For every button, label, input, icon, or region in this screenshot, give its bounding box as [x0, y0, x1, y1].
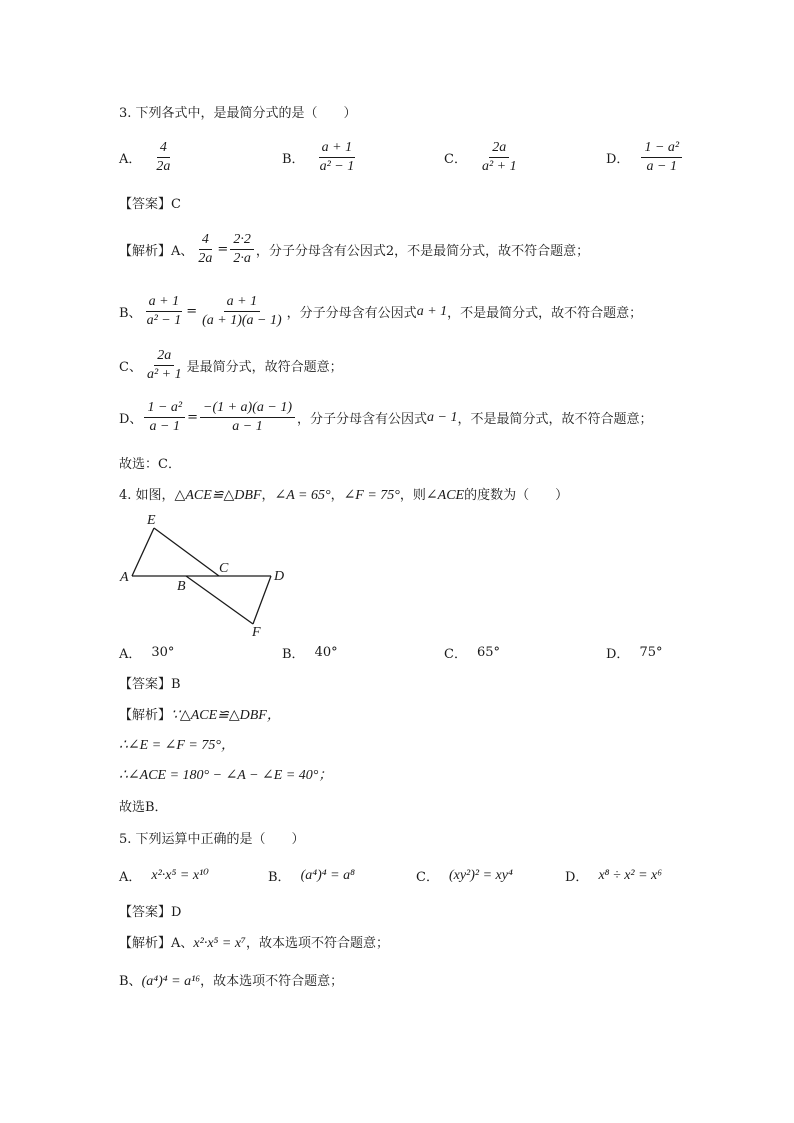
- fraction: $\frac{2a}{\text{a² + 1}}$: [481, 140, 517, 174]
- q5-option-a: A． x²·x⁵ = x¹⁰: [119, 868, 209, 885]
- triangle-figure: [115, 508, 305, 643]
- q4-option-a: A． 30°: [119, 645, 175, 662]
- q5-option-c: C． (xy²)² = xy⁴: [416, 867, 513, 885]
- fraction: $\frac{2\cdot 2}{2\cdot a}$: [230, 232, 254, 267]
- q4-conclusion: 故选B．: [119, 800, 168, 815]
- q4-analysis-2: ∴∠E = ∠F = 75°，: [119, 738, 235, 753]
- q4-option-d: D． 75°: [606, 645, 663, 662]
- q5-stem: 5. 下列运算中正确的是（ ）: [119, 832, 305, 847]
- q3-answer: 【答案】C: [119, 197, 181, 212]
- q3-option-b: B． $\frac{a + 1}{\text{a² − 1}}$: [282, 140, 359, 175]
- q4-answer: 【答案】B: [119, 677, 181, 692]
- fraction: $\frac{-(1 + a)(a - 1)}{a - 1}$: [200, 400, 295, 435]
- fraction: $\frac{a + 1}{\text{a² − 1}}$: [146, 294, 182, 328]
- fraction: $\frac{\text{1 − a²}}{a - 1}$: [641, 140, 682, 175]
- segment-ae: [132, 528, 154, 576]
- label-f: F: [252, 625, 261, 640]
- fraction: $\frac{4}{2a}$: [156, 140, 171, 174]
- q5-answer: 【答案】D: [119, 905, 182, 920]
- q3-analysis-b: B、 $\frac{a + 1}{\text{a² − 1}}$ = $\frac{a + 1}{(a + 1)(a - 1)}$ ，分子分母含有公因式 a + 1 ，不是最简分式，故不符合题意；: [119, 294, 643, 328]
- q3-analysis-d: D、 $\frac{\text{1 − a²}}{a - 1}$ = $\frac{-(1 + a)(a - 1)}{a - 1}$ ，分子分母含有公因式 a − 1 ，不是最简分式，故不符合题意；: [119, 400, 653, 434]
- q5-option-b: B． (a⁴)⁴ = a⁸: [268, 867, 355, 885]
- fraction: $\frac{2a}{\text{a² + 1}}$: [146, 348, 182, 382]
- q4-option-c: C． 65°: [444, 645, 500, 662]
- label-e: E: [147, 513, 156, 528]
- fraction: $\frac{a + 1}{(a + 1)(a - 1)}$: [202, 294, 282, 328]
- q3-option-c: C． $\frac{2a}{\text{a² + 1}}$: [444, 140, 522, 175]
- q3-analysis-c: C、 $\frac{2a}{\text{a² + 1}}$ 是最简分式，故符合题意；: [119, 348, 343, 382]
- label-c: C: [219, 561, 229, 576]
- q4-stem: 4. 如图，△ACE≌△DBF，∠A = 65°，∠F = 75°，则∠ACE的度数为（ ）: [119, 488, 569, 503]
- q5-analysis-b: B、(a⁴)⁴ = a¹⁶，故本选项不符合题意；: [119, 974, 344, 989]
- label-a: A: [120, 570, 129, 585]
- q5-analysis-a: 【解析】A、x²·x⁵ = x⁷，故本选项不符合题意；: [119, 936, 389, 951]
- segment-bf: [186, 576, 253, 624]
- q4-analysis-1: 【解析】∵△ACE≌△DBF，: [119, 708, 281, 723]
- label-b: B: [177, 579, 186, 594]
- fraction: $\frac{a + 1}{\text{a² − 1}}$: [319, 140, 355, 174]
- fraction: $\frac{\text{1 − a²}}{a - 1}$: [144, 400, 185, 435]
- q3-stem: 3. 下列各式中，是最简分式的是（ ）: [119, 106, 357, 121]
- q4-option-b: B． 40°: [282, 645, 338, 662]
- q4-analysis-3: ∴∠ACE = 180° − ∠A − ∠E = 40°；: [119, 768, 333, 783]
- segment-ec: [154, 528, 219, 576]
- q3-analysis-a: 【解析】 A、 $\frac{4}{2a}$ = $\frac{2\cdot 2}{2\cdot a}$ ，分子分母含有公因式2，不是最简分式，故不符合题意；: [119, 232, 590, 266]
- q3-option-d: D． $\frac{\text{1 − a²}}{a - 1}$: [606, 140, 684, 175]
- q5-option-d: D． x⁸ ÷ x² = x⁶: [565, 867, 663, 885]
- label-d: D: [274, 569, 285, 584]
- segment-fd: [253, 576, 271, 624]
- q3-option-a: A． $\frac{4}{2a}$: [119, 140, 175, 175]
- fraction: $\frac{4}{2a}$: [198, 232, 213, 266]
- q3-conclusion: 故选：C．: [119, 457, 181, 472]
